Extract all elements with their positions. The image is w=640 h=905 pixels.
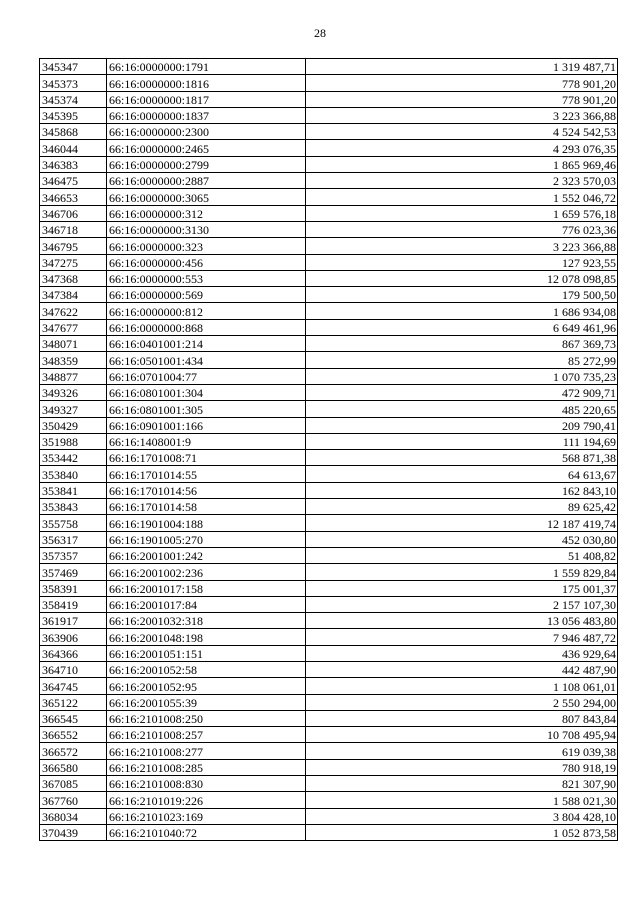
table-row (40, 417, 618, 433)
cadastral-number-cell: 66:16:2101019:226 (107, 792, 306, 808)
table-row (40, 824, 618, 840)
cadastral-number-cell: 66:16:0000000:812 (107, 303, 306, 319)
cadastral-number-cell: 66:16:2101008:830 (107, 776, 306, 792)
table-row (40, 270, 618, 286)
cadastral-number-cell: 66:16:0000000:569 (107, 287, 306, 303)
cadastral-value-cell: 1 559 829,84 (306, 564, 618, 580)
cadastral-value-cell: 442 487,90 (306, 661, 618, 677)
table-row (40, 694, 618, 710)
cadastral-value-cell: 209 790,41 (306, 417, 618, 433)
cadastral-value-table (39, 58, 618, 841)
table-row (40, 124, 618, 140)
record-id-cell: 345395 (40, 107, 107, 123)
table-row (40, 564, 618, 580)
cadastral-number-cell: 66:16:0000000:2887 (107, 173, 306, 189)
cadastral-value-cell: 780 918,19 (306, 759, 618, 775)
record-id-cell: 353843 (40, 499, 107, 515)
cadastral-number-cell: 66:16:0401001:214 (107, 336, 306, 352)
cadastral-value-cell: 452 030,80 (306, 531, 618, 547)
cadastral-number-cell: 66:16:0000000:2465 (107, 140, 306, 156)
cadastral-number-cell: 66:16:2101008:285 (107, 759, 306, 775)
cadastral-value-cell: 162 843,10 (306, 482, 618, 498)
cadastral-value-cell: 3 223 366,88 (306, 238, 618, 254)
cadastral-value-cell: 64 613,67 (306, 466, 618, 482)
record-id-cell: 367760 (40, 792, 107, 808)
cadastral-value-cell: 1 052 873,58 (306, 824, 618, 840)
record-id-cell: 347384 (40, 287, 107, 303)
table-row (40, 759, 618, 775)
table-row (40, 547, 618, 563)
cadastral-number-cell: 66:16:0000000:312 (107, 205, 306, 221)
record-id-cell: 346383 (40, 156, 107, 172)
table-row (40, 368, 618, 384)
table-row (40, 238, 618, 254)
table-row (40, 384, 618, 400)
cadastral-number-cell: 66:16:2001051:151 (107, 645, 306, 661)
table-row (40, 433, 618, 449)
table-row (40, 499, 618, 515)
table-row (40, 808, 618, 824)
record-id-cell: 346044 (40, 140, 107, 156)
cadastral-value-cell: 1 552 046,72 (306, 189, 618, 205)
cadastral-number-cell: 66:16:1408001:9 (107, 433, 306, 449)
cadastral-value-cell: 807 843,84 (306, 710, 618, 726)
table-row (40, 336, 618, 352)
cadastral-number-cell: 66:16:2001032:318 (107, 613, 306, 629)
cadastral-value-cell: 778 901,20 (306, 75, 618, 91)
cadastral-value-cell: 1 686 934,08 (306, 303, 618, 319)
table-row (40, 613, 618, 629)
table-row (40, 515, 618, 531)
cadastral-number-cell: 66:16:1701008:71 (107, 450, 306, 466)
record-id-cell: 345868 (40, 124, 107, 140)
table-row (40, 107, 618, 123)
record-id-cell: 345374 (40, 91, 107, 107)
cadastral-value-cell: 51 408,82 (306, 547, 618, 563)
table-body (40, 59, 618, 841)
cadastral-value-cell: 2 157 107,30 (306, 596, 618, 612)
table-row (40, 776, 618, 792)
cadastral-number-cell: 66:16:2001017:158 (107, 580, 306, 596)
record-id-cell: 357357 (40, 547, 107, 563)
cadastral-value-cell: 13 056 483,80 (306, 613, 618, 629)
page-number: 28 (314, 26, 326, 40)
cadastral-number-cell: 66:16:0000000:456 (107, 254, 306, 270)
cadastral-number-cell: 66:16:0000000:2300 (107, 124, 306, 140)
table-row (40, 727, 618, 743)
table-row (40, 580, 618, 596)
cadastral-number-cell: 66:16:1701014:56 (107, 482, 306, 498)
record-id-cell: 370439 (40, 824, 107, 840)
cadastral-number-cell: 66:16:0901001:166 (107, 417, 306, 433)
table-row (40, 319, 618, 335)
table-row (40, 59, 618, 75)
table-row (40, 596, 618, 612)
cadastral-number-cell: 66:16:0000000:1817 (107, 91, 306, 107)
table-row (40, 792, 618, 808)
cadastral-number-cell: 66:16:0000000:3065 (107, 189, 306, 205)
record-id-cell: 348071 (40, 336, 107, 352)
record-id-cell: 346475 (40, 173, 107, 189)
record-id-cell: 346653 (40, 189, 107, 205)
record-id-cell: 361917 (40, 613, 107, 629)
cadastral-number-cell: 66:16:0000000:868 (107, 319, 306, 335)
record-id-cell: 347622 (40, 303, 107, 319)
cadastral-value-cell: 485 220,65 (306, 401, 618, 417)
cadastral-value-cell: 1 588 021,30 (306, 792, 618, 808)
cadastral-number-cell: 66:16:0000000:553 (107, 270, 306, 286)
record-id-cell: 356317 (40, 531, 107, 547)
cadastral-number-cell: 66:16:2001002:236 (107, 564, 306, 580)
record-id-cell: 351988 (40, 433, 107, 449)
cadastral-number-cell: 66:16:2001017:84 (107, 596, 306, 612)
cadastral-value-cell: 127 923,55 (306, 254, 618, 270)
table-row (40, 531, 618, 547)
record-id-cell: 363906 (40, 629, 107, 645)
cadastral-value-cell: 1 070 735,23 (306, 368, 618, 384)
table-row (40, 254, 618, 270)
cadastral-value-cell: 111 194,69 (306, 433, 618, 449)
table-row (40, 75, 618, 91)
table-row (40, 91, 618, 107)
cadastral-value-cell: 179 500,50 (306, 287, 618, 303)
table-row (40, 645, 618, 661)
cadastral-value-cell: 619 039,38 (306, 743, 618, 759)
cadastral-number-cell: 66:16:2101023:169 (107, 808, 306, 824)
cadastral-value-cell: 3 804 428,10 (306, 808, 618, 824)
cadastral-value-cell: 1 108 061,01 (306, 678, 618, 694)
table-row (40, 466, 618, 482)
cadastral-number-cell: 66:16:0000000:323 (107, 238, 306, 254)
record-id-cell: 347677 (40, 319, 107, 335)
record-id-cell: 346706 (40, 205, 107, 221)
cadastral-number-cell: 66:16:0000000:2799 (107, 156, 306, 172)
record-id-cell: 353840 (40, 466, 107, 482)
table-row (40, 743, 618, 759)
table-row (40, 352, 618, 368)
cadastral-number-cell: 66:16:2101040:72 (107, 824, 306, 840)
cadastral-value-cell: 776 023,36 (306, 221, 618, 237)
record-id-cell: 349326 (40, 384, 107, 400)
cadastral-value-cell: 4 293 076,35 (306, 140, 618, 156)
record-id-cell: 347368 (40, 270, 107, 286)
cadastral-number-cell: 66:16:0501001:434 (107, 352, 306, 368)
record-id-cell: 347275 (40, 254, 107, 270)
cadastral-number-cell: 66:16:2001052:58 (107, 661, 306, 677)
record-id-cell: 349327 (40, 401, 107, 417)
cadastral-number-cell: 66:16:2001048:198 (107, 629, 306, 645)
table-row (40, 287, 618, 303)
record-id-cell: 348359 (40, 352, 107, 368)
cadastral-value-cell: 175 001,37 (306, 580, 618, 596)
record-id-cell: 364745 (40, 678, 107, 694)
cadastral-value-cell: 12 078 098,85 (306, 270, 618, 286)
cadastral-number-cell: 66:16:0000000:3130 (107, 221, 306, 237)
table-row (40, 678, 618, 694)
record-id-cell: 353841 (40, 482, 107, 498)
record-id-cell: 366545 (40, 710, 107, 726)
cadastral-number-cell: 66:16:1701014:55 (107, 466, 306, 482)
cadastral-value-cell: 778 901,20 (306, 91, 618, 107)
record-id-cell: 350429 (40, 417, 107, 433)
cadastral-number-cell: 66:16:2001001:242 (107, 547, 306, 563)
table-row (40, 221, 618, 237)
cadastral-number-cell: 66:16:2101008:277 (107, 743, 306, 759)
record-id-cell: 358419 (40, 596, 107, 612)
cadastral-number-cell: 66:16:2001052:95 (107, 678, 306, 694)
table-row (40, 661, 618, 677)
cadastral-number-cell: 66:16:0000000:1816 (107, 75, 306, 91)
cadastral-value-cell: 2 550 294,00 (306, 694, 618, 710)
cadastral-number-cell: 66:16:1901005:270 (107, 531, 306, 547)
cadastral-value-cell: 89 625,42 (306, 499, 618, 515)
record-id-cell: 353442 (40, 450, 107, 466)
record-id-cell: 367085 (40, 776, 107, 792)
cadastral-value-cell: 2 323 570,03 (306, 173, 618, 189)
record-id-cell: 346795 (40, 238, 107, 254)
table-row (40, 401, 618, 417)
record-id-cell: 348877 (40, 368, 107, 384)
cadastral-value-cell: 1 865 969,46 (306, 156, 618, 172)
cadastral-number-cell: 66:16:0801001:305 (107, 401, 306, 417)
cadastral-number-cell: 66:16:2101008:257 (107, 727, 306, 743)
record-id-cell: 358391 (40, 580, 107, 596)
table-row (40, 303, 618, 319)
record-id-cell: 364710 (40, 661, 107, 677)
table-row (40, 189, 618, 205)
table-row (40, 173, 618, 189)
cadastral-value-cell: 568 871,38 (306, 450, 618, 466)
table-row (40, 482, 618, 498)
record-id-cell: 368034 (40, 808, 107, 824)
record-id-cell: 366572 (40, 743, 107, 759)
table-row (40, 710, 618, 726)
cadastral-number-cell: 66:16:1901004:188 (107, 515, 306, 531)
cadastral-value-cell: 85 272,99 (306, 352, 618, 368)
cadastral-value-cell: 1 659 576,18 (306, 205, 618, 221)
cadastral-number-cell: 66:16:2101008:250 (107, 710, 306, 726)
cadastral-value-cell: 4 524 542,53 (306, 124, 618, 140)
table-row (40, 205, 618, 221)
cadastral-value-cell: 821 307,90 (306, 776, 618, 792)
record-id-cell: 365122 (40, 694, 107, 710)
cadastral-value-cell: 3 223 366,88 (306, 107, 618, 123)
table-row (40, 629, 618, 645)
table-row (40, 450, 618, 466)
cadastral-value-cell: 10 708 495,94 (306, 727, 618, 743)
record-id-cell: 355758 (40, 515, 107, 531)
record-id-cell: 357469 (40, 564, 107, 580)
table-row (40, 156, 618, 172)
cadastral-value-cell: 867 369,73 (306, 336, 618, 352)
cadastral-value-cell: 472 909,71 (306, 384, 618, 400)
cadastral-number-cell: 66:16:0701004:77 (107, 368, 306, 384)
cadastral-number-cell: 66:16:0000000:1837 (107, 107, 306, 123)
record-id-cell: 346718 (40, 221, 107, 237)
record-id-cell: 366580 (40, 759, 107, 775)
record-id-cell: 345347 (40, 59, 107, 75)
record-id-cell: 345373 (40, 75, 107, 91)
cadastral-number-cell: 66:16:1701014:58 (107, 499, 306, 515)
cadastral-value-cell: 6 649 461,96 (306, 319, 618, 335)
cadastral-value-cell: 1 319 487,71 (306, 59, 618, 75)
cadastral-value-cell: 7 946 487,72 (306, 629, 618, 645)
record-id-cell: 366552 (40, 727, 107, 743)
cadastral-number-cell: 66:16:0000000:1791 (107, 59, 306, 75)
cadastral-number-cell: 66:16:2001055:39 (107, 694, 306, 710)
cadastral-number-cell: 66:16:0801001:304 (107, 384, 306, 400)
cadastral-value-cell: 436 929,64 (306, 645, 618, 661)
table-row (40, 140, 618, 156)
cadastral-value-cell: 12 187 419,74 (306, 515, 618, 531)
record-id-cell: 364366 (40, 645, 107, 661)
